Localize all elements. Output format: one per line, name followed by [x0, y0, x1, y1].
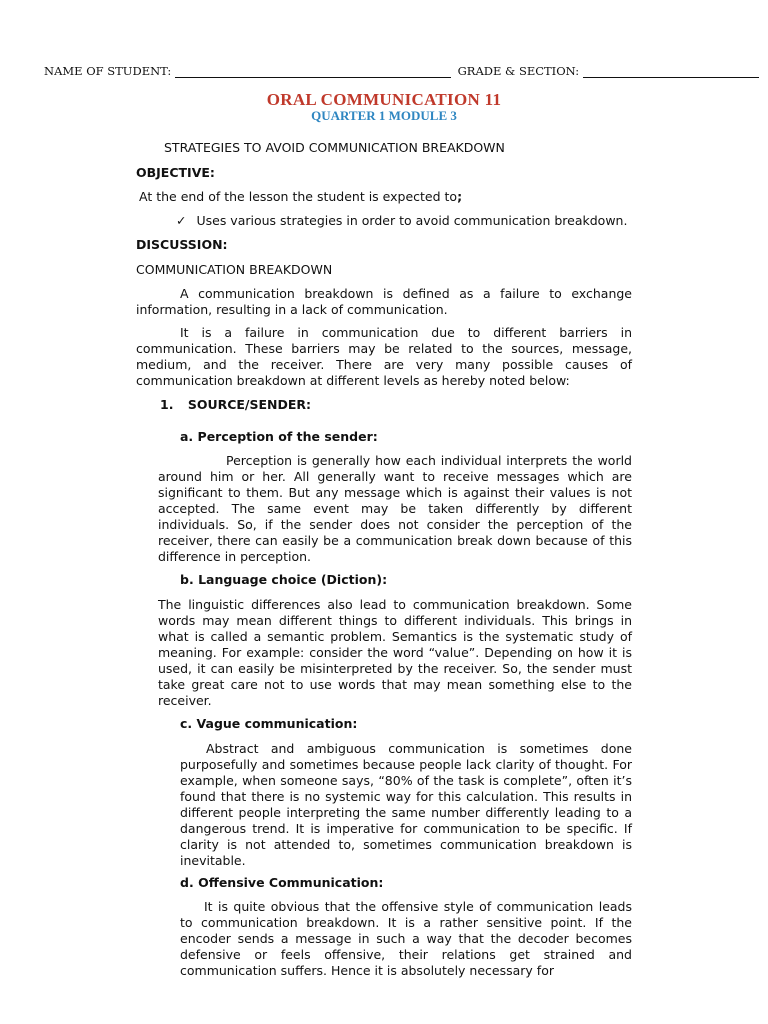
check-icon: ✓	[176, 213, 187, 228]
section-heading	[160, 397, 311, 412]
discussion-subheading: COMMUNICATION BREAKDOWN	[136, 262, 333, 277]
section-label: SOURCE/SENDER:	[187, 397, 312, 412]
item-text-b: The linguistic differences also lead to communication breakdown. Some words may mean different things to different individuals. This brings in what is called a semantic problem. Semantics is the systematic study of meaning. For example: consider the word “value”. Depending on how it is used, it can easily be misinterpreted by the receiver. So, the sender must take great care not to use words that may mean something else to the receiver.	[158, 597, 632, 708]
grade-label: GRADE & SECTION:	[457, 64, 580, 78]
item-title-a: Perception of the sender:	[197, 429, 378, 444]
item-letter-a: a.	[180, 429, 194, 444]
name-label: NAME OF STUDENT:	[44, 64, 172, 78]
item-text-c: Abstract and ambiguous communication is sometimes done purposefully and sometimes because people lack clarity of thought. For example, when someone says, “80% of the task is complete”, often it’s found that there is no systemic way for this calculation. This results in different people interpreting the same number differently leading to a dangerous trend. It is imperative for communication to be specific. If clarity is not attended to, sometimes communication breakdown is inevitable.	[180, 741, 632, 868]
objective-heading: OBJECTIVE:	[136, 165, 215, 180]
student-header	[44, 64, 734, 78]
objective-item	[176, 213, 627, 228]
name-blank-line	[175, 65, 451, 78]
item-letter-c: c.	[180, 716, 193, 731]
discussion-heading: DISCUSSION:	[136, 237, 228, 252]
topic-heading: STRATEGIES TO AVOID COMMUNICATION BREAKDOWN	[164, 140, 505, 155]
item-heading-a	[180, 429, 378, 444]
objective-item-text: Uses various strategies in order to avoid communication breakdown.	[196, 213, 628, 228]
item-title-d: Offensive Communication:	[198, 875, 384, 890]
item-heading-d	[180, 875, 383, 890]
grade-blank-line	[583, 65, 759, 78]
document-subtitle: QUARTER 1 MODULE 3	[311, 108, 457, 123]
item-heading-c	[180, 716, 357, 731]
item-title-b: Language choice (Diction):	[198, 572, 388, 587]
discussion-paragraph-2: It is a failure in communication due to different barriers in communication. These barriers may be related to the sources, message, medium, and the receiver. There are very many possible causes of communication breakdown at different levels as hereby noted below:	[136, 325, 632, 388]
section-number: 1.	[160, 397, 174, 412]
objective-intro-end: ;	[457, 189, 463, 204]
discussion-paragraph-1: A communication breakdown is defined as a failure to exchange information, resulting in a lack of communication.	[136, 286, 632, 317]
objective-intro-text: At the end of the lesson the student is expected to	[139, 189, 458, 204]
item-heading-b	[180, 572, 387, 587]
item-letter-b: b.	[180, 572, 194, 587]
item-text-a: Perception is generally how each individual interprets the world around him or her. All generally want to receive messages which are significant to them. But any message which is against their values is not accepted. The same event may be taken differently by different individuals. So, if the sender does not consider the perception of the receiver, there can easily be a communication break down because of this difference in perception.	[158, 453, 632, 564]
item-letter-d: d.	[180, 875, 194, 890]
objective-intro	[139, 189, 462, 204]
item-title-c: Vague communication:	[196, 716, 358, 731]
item-text-d: It is quite obvious that the offensive style of communication leads to communication breakdown. It is a rather sensitive point. If the encoder sends a message in such a way that the decoder becomes defensive or feels offensive, their relations get strained and communication suffers. Hence it is absolutely necessary for	[180, 899, 632, 978]
document-title: ORAL COMMUNICATION 11	[266, 90, 502, 109]
